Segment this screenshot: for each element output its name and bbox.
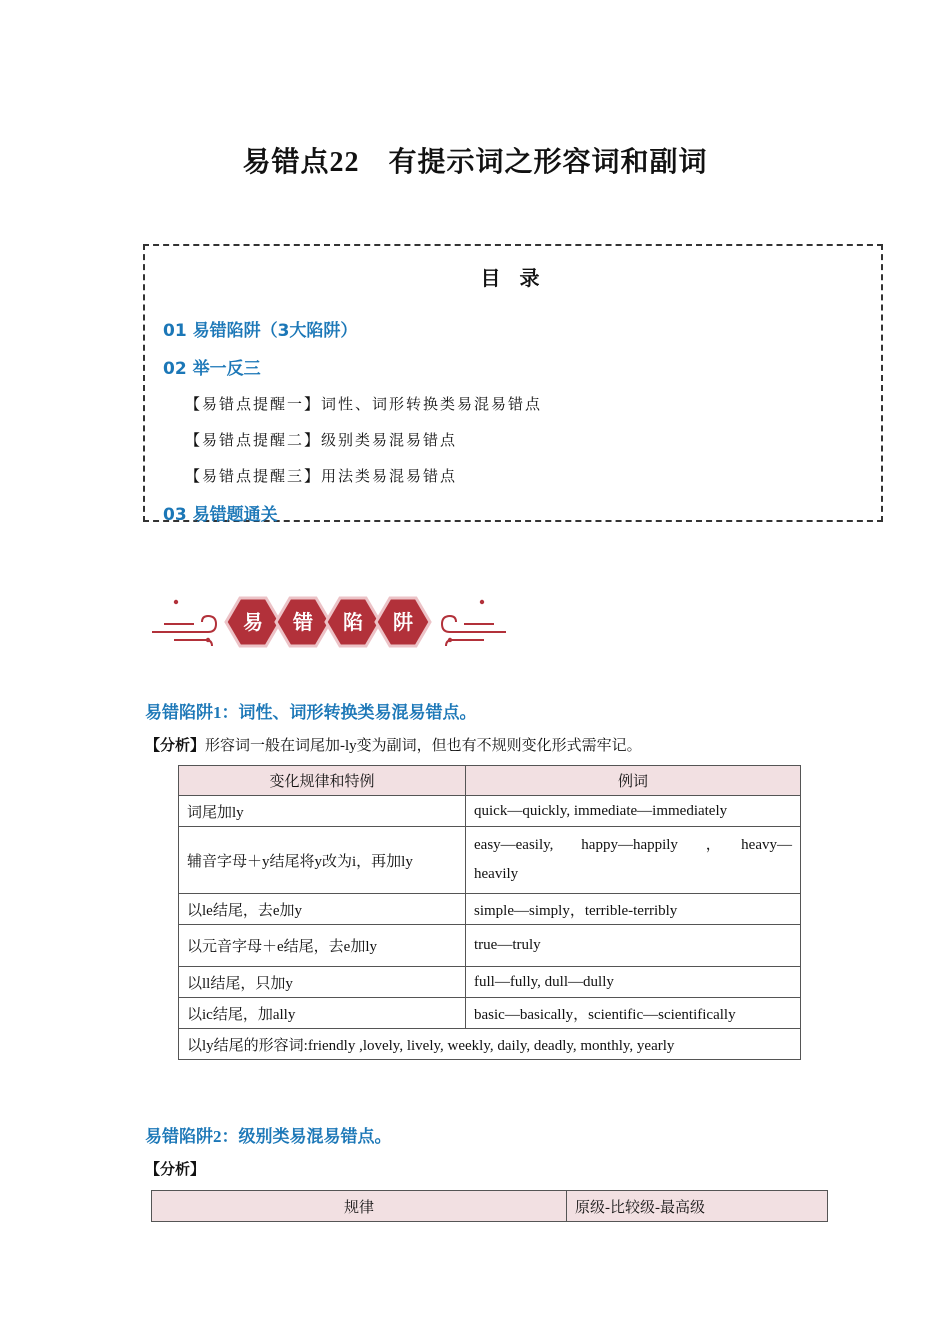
rule-cell: 以ic结尾，加ally [179, 998, 466, 1029]
table-row [179, 894, 801, 925]
example-cell: basic—basically，scientific—scientifically [466, 998, 801, 1029]
table-row [179, 796, 801, 827]
table-header-row [152, 1191, 828, 1222]
table-footer-row [179, 1029, 801, 1060]
example-cell: full—fully, dull—dully [466, 967, 801, 998]
rule-cell: 以le结尾，去e加y [179, 894, 466, 925]
analysis-label: 【分析】 [145, 1162, 206, 1178]
banner-char-2: 错 [293, 610, 313, 634]
table-row [179, 827, 801, 894]
trap-1-analysis [145, 734, 642, 755]
trap-banner [150, 588, 510, 658]
rule-cell: 辅音字母＋y结尾将y改为i，再加ly [179, 827, 466, 894]
example-cell: true—truly [466, 925, 801, 967]
header-rule: 变化规律和特例 [179, 766, 466, 796]
toc-section-exercises[interactable]: 03 易错题通关 [163, 505, 278, 525]
banner-char-4: 阱 [393, 610, 413, 634]
rule-cell: 以元音字母＋e结尾，去e加ly [179, 925, 466, 967]
table-row [179, 998, 801, 1029]
toc-sub-reminder-1[interactable]: 【易错点提醒一】词性、词形转换类易混易错点 [185, 397, 543, 413]
example-cell: easy—easily, happy—happily ， heavy—heavily [466, 827, 801, 894]
table-header-row [179, 766, 801, 796]
trap-2-analysis [145, 1158, 205, 1179]
trap-1-heading: 易错陷阱1：词性、词形转换类易混易错点。 [145, 703, 477, 722]
example-cell: simple—simply，terrible-terribly [466, 894, 801, 925]
comparison-degree-table [151, 1190, 828, 1222]
header-rule: 规律 [152, 1191, 567, 1222]
toc-sub-reminder-2[interactable]: 【易错点提醒二】级别类易混易错点 [185, 433, 458, 449]
banner-char-1: 易 [243, 610, 263, 634]
banner-char-3: 陷 [343, 610, 363, 634]
rule-cell: 词尾加ly [179, 796, 466, 827]
rule-cell: 以ll结尾，只加y [179, 967, 466, 998]
header-degrees: 原级-比较级-最高级 [567, 1191, 828, 1222]
toc-heading: 目 录 [480, 266, 546, 290]
trap-2-heading: 易错陷阱2：级别类易混易错点。 [145, 1127, 392, 1146]
header-examples: 例词 [466, 766, 801, 796]
page-title: 易错点22 有提示词之形容词和副词 [242, 147, 708, 178]
analysis-label: 【分析】 [145, 738, 206, 754]
toc-sub-reminder-3[interactable]: 【易错点提醒三】用法类易混易错点 [185, 469, 458, 485]
adverb-formation-table [178, 765, 801, 1060]
toc-section-traps[interactable]: 01 易错陷阱（3大陷阱） [163, 321, 358, 341]
analysis-text: 形容词一般在词尾加-ly变为副词，但也有不规则变化形式需牢记。 [205, 738, 642, 754]
toc-section-examples[interactable]: 02 举一反三 [163, 359, 261, 379]
table-row [179, 925, 801, 967]
table-row [179, 967, 801, 998]
example-cell: quick—quickly, immediate—immediately [466, 796, 801, 827]
table-of-contents [143, 244, 883, 525]
footer-cell: 以ly结尾的形容词:friendly ,lovely, lively, weekly, daily, deadly, monthly, yearly [179, 1029, 801, 1060]
